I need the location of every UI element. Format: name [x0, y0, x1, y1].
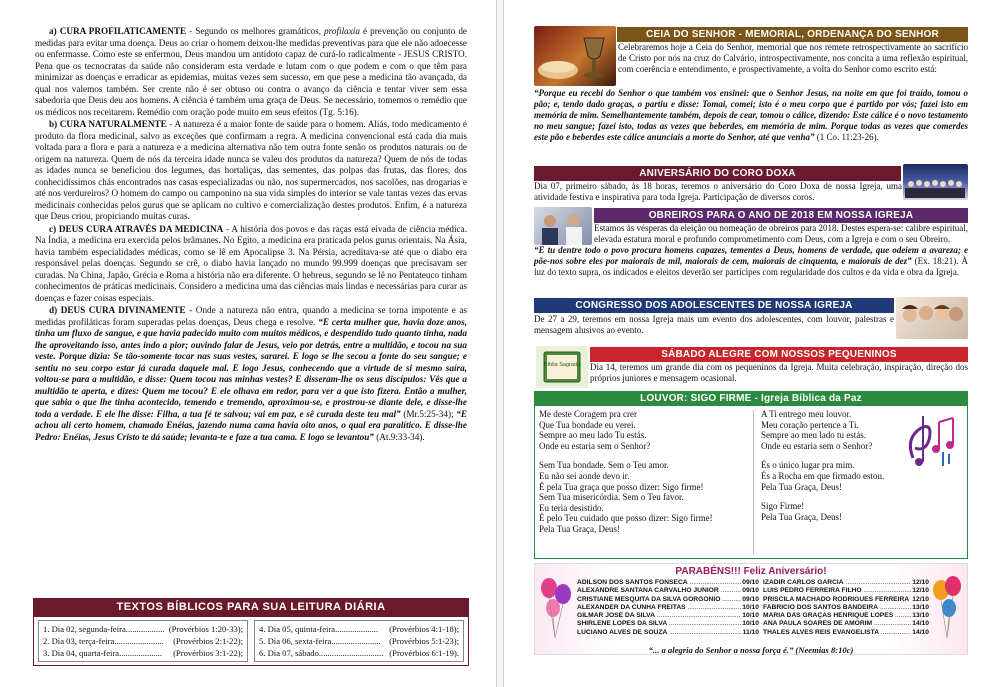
list-item: ANA PAULA SOARES DE AMORIM ..... 14/10	[763, 620, 929, 628]
ceia-title: CEIA DO SENHOR - MEMORIAL, ORDENANÇA DO SENHOR	[617, 27, 968, 42]
list-item: IZADIR CARLOS GARCIA ..... 12/10	[763, 579, 929, 587]
section-a: a) CURA PROFILATICAMENTE - Segundo os melhores gramáticos, profilaxia é prevenção ou conjunto de medidas para evitar uma doença. Deus ao criar o homem deixou-lhe medidas preventivas para que ele não adoecesse ou enfermasse. Como este se enfermou, Deus mandou um antídoto capaz de curá-lo radicalmente - JESUS CRISTO. Pena que os tecnocratas da saúde não consideram esta verdade e lutam com o que podem e com o que têm para minimizar as doenças e erradicar as epidemias, muitas vezes sem sucesso, em que pese a medicina tão avançada, da qual nos valemos também. Ser crente não é ser obtuso ou contra o avanço da ciência e tentar viver sem essa sabedoria que Deus deu aos homens. A ciência é também uma graça de Deus. Se necessário, tomemos o remédio que os médicos nos receitarem. Remédio com oração pode muito em seus efeitos (Tg. 5:16).	[35, 26, 468, 117]
list-item: SHIRLENE LOPES DA SILVA ..... 10/10	[577, 620, 759, 628]
birthdays-title: PARABÉNS!!! Feliz Aniversário!	[675, 566, 827, 577]
birthdays-footer-verse: “... a alegria do Senhor a nossa força é.” (Neemias 8:10c)	[648, 645, 854, 655]
bible-book-image	[536, 346, 588, 388]
list-item: 6. Dia 07, sábado.............................. (Provérbios 6:1-19).	[259, 648, 459, 658]
pequeninos-title: SÁBADO ALEGRE COM NOSSOS PEQUENINOS	[590, 347, 968, 362]
list-item: PRISCILA MACHADO RODRIGUES FERREIRA ..... 12/10	[763, 596, 929, 604]
obreiros-title: OBREIROS PARA O ANO DE 2018 EM NOSSA IGREJA	[594, 208, 968, 223]
louvor-title: LOUVOR: SIGO FIRME - Igreja Bíblica da Paz	[534, 391, 968, 406]
adolescentes-title: CONGRESSO DOS ADOLESCENTES DE NOSSA IGREJA	[534, 298, 894, 313]
choir-photo	[903, 164, 968, 200]
section-c: c) DEUS CURA ATRAVÉS DA MEDICINA - A história dos povos e das raças está eivada de ciência médica. Na Índia, a medicina era exercida pelos brâmanes. No Egito, a medicina era praticada pelos gurus orientais. Na Ásia, havia também especialidades médicas, como se lê em Apocalipse 3. Na Pérsia, acreditava-se até que o diabo era responsável pelas doenças. Segundo se crê, o diabo havia lançado no mundo 99.999 doenças que precisavam ser curadas. Na China, Japão, Grécia e Roma a história não era diferente. O hebreus, segundo se lê no Pentateuco tinham conhecimentos de práticas medicinais. Considero a medicina uma das ciências mais lindas e necessárias para curar as doenças e fazer coisas especiais.	[35, 223, 467, 303]
birthdays-col-2	[763, 579, 929, 637]
left-page	[0, 0, 497, 687]
section-d-heading: d) DEUS CURA DIVINAMENTE	[49, 305, 186, 315]
list-item: GILMAR JOSE DA SILVA ..... 10/10	[577, 612, 759, 620]
hymn-col-2: A Ti entrego meu louvor. Meu coração pertence a Ti. Sempre ao meu lado tu estás. Onde eu estaria sem o Senhor? És o único lugar pra mim. És a Rocha em que firmado estou. Pela Tua Graça, Deus! Sigo Firme! Pela Tua Graça, Deus!	[761, 409, 885, 522]
list-item: 5. Dia 06, sexta-feira....................... (Provérbios 5:1-23);	[259, 636, 459, 646]
list-item: FABRICIO DOS SANTOS BANDEIRA ..... 13/10	[763, 604, 929, 612]
list-item: LUCIANO ALVES DE SOUZA ..... 11/10	[577, 629, 759, 637]
hymn-box	[534, 405, 968, 559]
daily-readings-col-1	[38, 620, 248, 662]
pequeninos-body: Dia 14, teremos um grande dia com os pequeninos da Igreja. Muita celebração, inspiração, direção dos próprios juniores e mensagem ocasional.	[590, 362, 968, 383]
daily-readings	[33, 598, 469, 666]
balloons-icon	[927, 572, 965, 642]
list-item: 2. Dia 03, terça-feira....................... (Provérbios 2:1-22);	[43, 636, 243, 646]
birthdays-col-1	[577, 579, 759, 637]
daily-readings-col-2	[254, 620, 464, 662]
birthdays-box	[534, 563, 968, 655]
obreiros-quote-text: “E tu dentre todo o povo procura homens capazes, tementes a Deus, homens de verdade, que odeiem a avareza; e põe-nos sobre eles por maiorais de mil, maiorais de cem, maiorais de cinquenta, e maiorais de dez” (Ex. 18:21). À luz do texto supra, os indicados e eleitos deverão ser partícipes com regularidade dos cultos e da vida e obra da Igreja.	[534, 245, 968, 277]
balloons-icon	[537, 572, 575, 642]
coro-title: ANIVERSÁRIO DO CORO DOXA	[534, 166, 901, 181]
list-item: 3. Dia 04, quarta-feira.................... (Provérbios 3:1-22);	[43, 648, 243, 658]
section-c-heading: c) DEUS CURA ATRAVÉS DA MEDICINA	[49, 223, 224, 234]
bible-icon	[536, 346, 588, 388]
obreiros-body: Estamos às vésperas da eleição ou nomeação de obreiros para 2018. Destes espera-se: calibre espiritual, elevada estatura moral e profundo comprometimento com Deus, com a Igreja e com o seu Obreiro.	[594, 223, 968, 244]
section-b-heading: b) CURA NATURALMENTE	[49, 119, 167, 129]
adolescentes-body: De 27 a 29, teremos em nossa Igreja mais um evento dos adolescentes, com louvor, palestras e mensagem alusivos ao evento.	[534, 314, 894, 335]
daily-readings-title: TEXTOS BÍBLICOS PARA SUA LEITURA DIÁRIA	[33, 598, 469, 616]
coro-body: Dia 07, primeiro sábado, às 18 horas, teremos o aniversário do Coro Doxa de nossa Igreja, uma atividade festiva e inspirativa para toda Igreja. Participação de diversos coros.	[534, 181, 902, 202]
section-b: b) CURA NATURALMENTE - A natureza é a maior fonte de saúde para o homem. Aliás, todo medicamento é produto da flora medicinal, salvo as exceções que confirmam a regra. A medicina convencional está cada dia mais voltada para a flora e para a natureza e a medicina alternativa não tem outra fonte senão os produtos naturais ou de origem na natureza. Quem de nós da terceira idade nunca se valeu dos produtos da natureza? Quem de nós de todas as idades nunca se beneficiou dos legumes, das hortaliças, das sementes, das polpas das frutas, das flores, dos conhecidíssimos chás encontrados nas casas especializadas ou não, nos supermercados, nos sacolões, nas drogarias e até nos verdureiros? O homem do campo ou camponino na sua vida simples do interior se vale tantas vezes das ervas medicinais conhecidas pelos gurus que se aplicam no cultivo e comercialização destes produtos. Enfim, é a natureza que Deus criou, propiciando muitas curas.	[35, 119, 468, 221]
teens-photo	[896, 297, 968, 339]
list-item: 4. Dia 05, quinta-feira.................... (Provérbios 4:1-18);	[259, 624, 459, 634]
section-a-heading: a) CURA PROFILATICAMENTE	[49, 26, 187, 36]
bible-label: Bíblia Sagrada	[543, 362, 581, 368]
chalice-icon	[534, 26, 616, 86]
list-item: ALEXANDER DA CUNHA FREITAS ..... 10/10	[577, 604, 759, 612]
ceia-quote: “Porque eu recebi do Senhor o que também vos ensinei: que o Senhor Jesus, na noite em que foi traído, tomou o pão; e, tendo dado graças, o partiu e disse: Tomai, comei; isto é o meu corpo que é partido por vós; fazei isto em memória de mim. Semelhantemente também, depois de cear, tomou o cálice, dizendo: Este cálice é o novo testamento no meu sangue; fazei isto, todas as vezes que beberdes, em memória de mim. Porque todas as vezes que comerdes este pão e beberdes este cálice anunciais a morte do Senhor, até que venha” (1 Co. 11:23-26).	[534, 88, 968, 142]
communion-bread-cup-image	[534, 26, 616, 86]
list-item: 1. Dia 02, segunda-feira.................. (Provérbios 1:20-33);	[43, 624, 243, 634]
workers-photo	[534, 207, 592, 245]
list-item: LUIS PEDRO FERREIRA FILHO ..... 12/10	[763, 587, 929, 595]
list-item: CRISTIANE MESQUITA DA SILVA GORGONIO ..... 09/10	[577, 596, 759, 604]
ceia-body: Celebraremos hoje a Ceia do Senhor, memorial que nos remete retrospectivamente ao sacrifício de Cristo por nós na cruz do Calvário, introspectivamente, nos concita a uma reflexão espiritual, com coerência e entendimento, e prospectivamente, a volta do Senhor como escrito está:	[618, 42, 968, 74]
list-item: ADILSON DOS SANTOS FONSECA ..... 09/10	[577, 579, 759, 587]
list-item: THALES ALVES REIS EVANGELISTA ..... 14/10	[763, 629, 929, 637]
section-d: d) DEUS CURA DIVINAMENTE - Onde a natureza não entra, quando a medicina se torna impotente e as medidas profiláticas foram superadas pelas doenças, Deus chega e resolve. “E certa mulher que, havia doze anos, tinha um fluxo de sangue, e que havia padecido muito com muitos médicos, e despendido tudo quanto tinha, nada lhe aproveitando isso, antes indo a pior; ouvindo falar de Jesus, veio por detrás, entre a multidão, e tocou na sua veste. Porque dizia: Se tão-somente tocar nas suas vestes, sararei. E logo se lhe secou a fonte do seu sangue; e sentiu no seu corpo estar já curada daquele mal. E logo Jesus, conhecendo que a virtude de si mesmo saíra, voltou-se para a multidão, e disse: Quem tocou nas minhas vestes? E disseram-lhe os seus discípulos: Vês que a multidão te aperta, e dizes: Quem me tocou? E ele olhava em redor, para ver a que isto fizera. Então a mulher, que sabia o que lhe tinha acontecido, temendo e tremendo, aproximou-se, e prostrou-se diante dele, e disse-lhe toda a verdade. E ele lhe disse: Filha, a tua fé te salvou; vai em paz, e sê curada deste teu mal” (Mr.5:25-34); “E achou ali certo homem, chamado Enéias, jazendo numa cama havia oito anos, o qual era paralítico. E disse-lhe Pedro: Enéias, Jesus Cristo te dá saúde; levanta-te e faze a tua cama. E logo se levantou” (At.9:33-34).	[35, 305, 467, 442]
list-item: ALEXANDRE SANTANA CARVALHO JUNIOR ..... 09/10	[577, 587, 759, 595]
music-notes-icon	[903, 408, 963, 470]
article-body	[35, 26, 467, 444]
list-item: MARIA DAS GRAÇAS HENRIQUE LOPES ..... 13/10	[763, 612, 929, 620]
hymn-col-1: Me deste Coragem pra crer Que Tua bondade eu verei. Sempre ao meu lado Tu estás. Onde eu estaria sem o Senhor? Sem Tua bondade. Sem o Teu amor. Eu não sei aonde devo ir. É pela Tua graça que posso dizer: Sigo firme! Sem Tua misericórdia. Sem o Teu favor. Eu teria desistido. É pelo Teu cuidado que posso dizer: Sigo firme! Pela Tua Graça, Deus!	[539, 409, 713, 534]
